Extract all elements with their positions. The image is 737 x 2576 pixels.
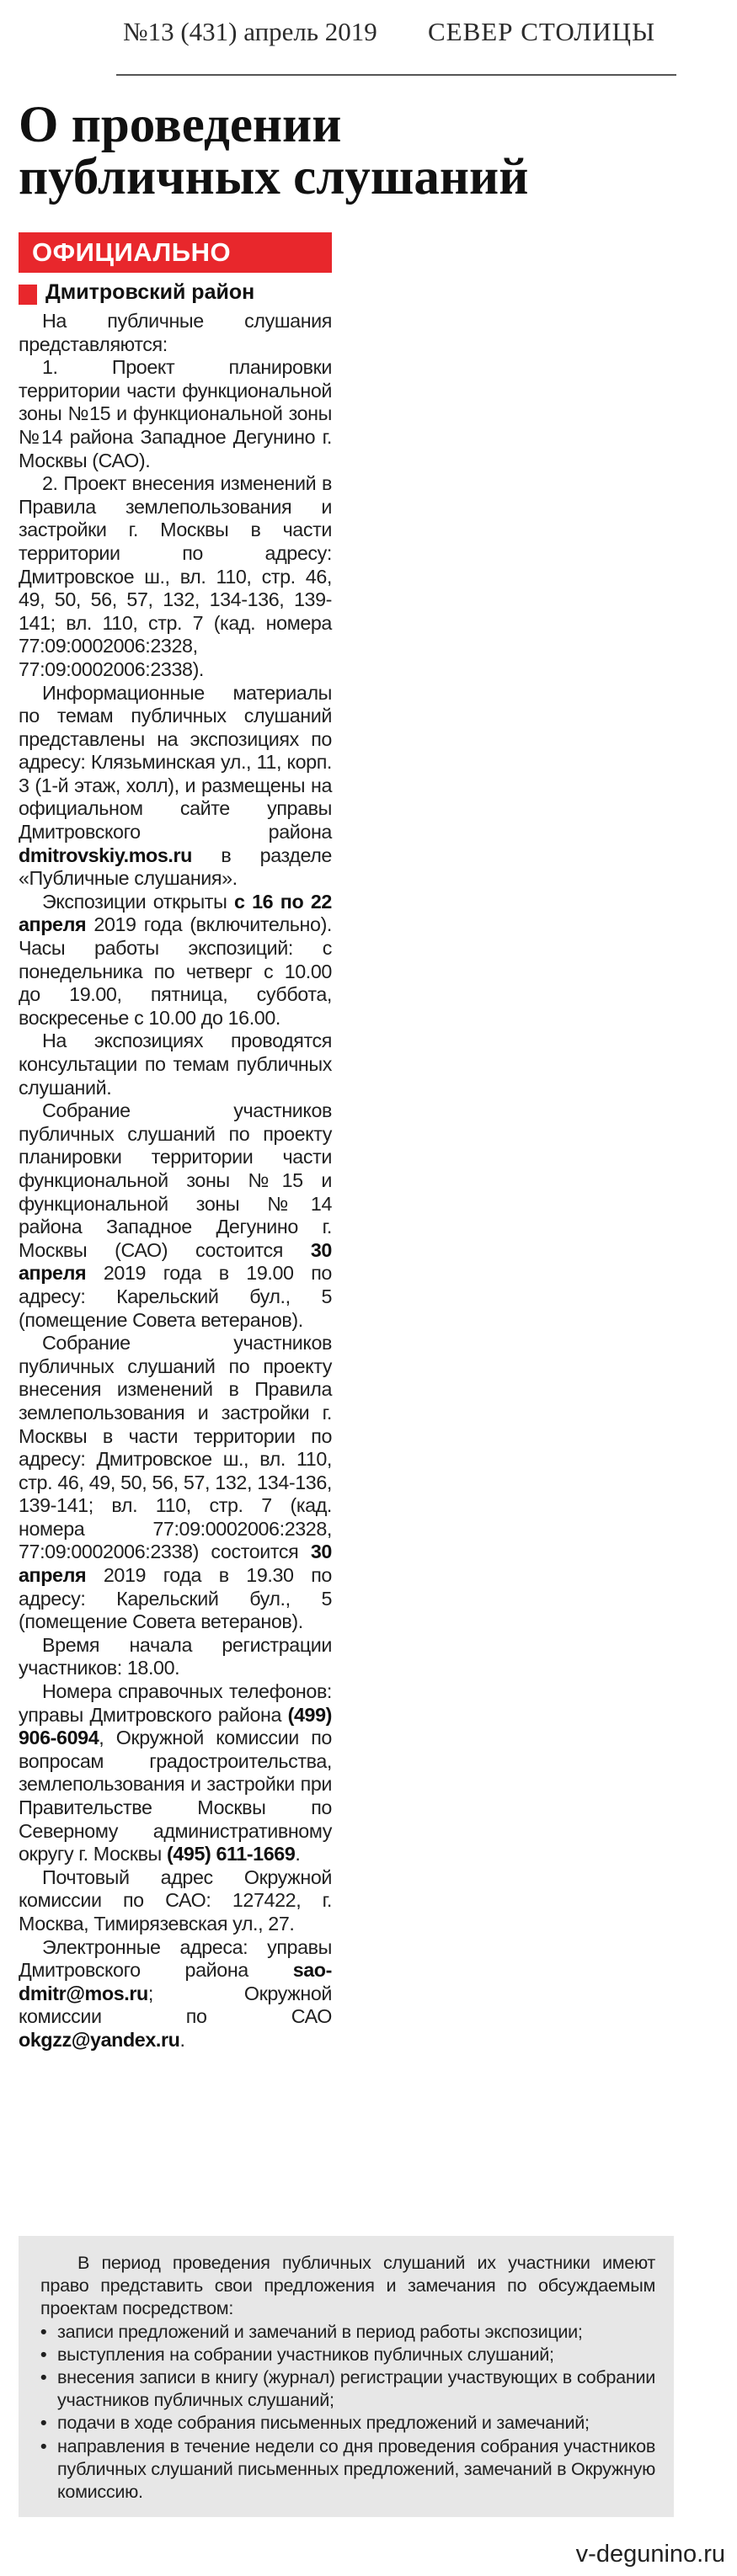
paragraph [19,891,332,1030]
newspaper-name: СЕВЕР СТОЛИЦЫ [428,17,656,46]
phone-number: (499) 906-6094 [19,1703,332,1749]
paragraph [19,682,332,891]
paragraph-text: . [179,2028,185,2051]
article-headline [19,99,676,204]
paragraph [19,1030,332,1099]
list-item-text: подачи в ходе собрания письменных предложений и замечаний; [57,2412,590,2434]
bullet-icon: • [40,2366,47,2388]
rubric-badge [19,232,332,273]
paragraph-text: На экспозициях проводятся консультации по темам публичных слушаний. [19,1030,332,1099]
paragraph-text: 2019 года в 19.00 по адресу: Карельский бул., 5 (помещение Совета ветеранов). [19,1262,332,1331]
exposition-dates: с 16 по 22 апреля [19,890,332,936]
list-item [40,2366,655,2411]
paragraph-text: ; Окружной комиссии по САО [19,1982,332,2028]
paragraph [19,356,332,472]
bullet-icon: • [40,2435,47,2456]
list-item [40,2320,655,2343]
paragraph [19,1634,332,1680]
meeting-date: 30 апреля [19,1238,332,1285]
paragraph-text: 2019 года в 19.30 по адресу: Карельский бул., 5 (помещение Совета ветеранов). [19,1564,332,1633]
email-link[interactable]: okgzz@yandex.ru [19,2028,180,2051]
list-item [40,2435,655,2504]
paragraph-text: . [295,1843,301,1865]
headline-line-1: О проведении [19,97,342,153]
website-link[interactable]: dmitrovskiy.mos.ru [19,844,192,866]
paragraph-text: Собрание участников публичных слушаний по проекту внесения изменений в Правила землепользования и застройки г. Москвы в части территории по адресу: Дмитровское ш., вл. 110, стр. 46, 49, 50, 56, 57, 132, 134-136, 139-141; вл. 110, стр. 7 (кад. номера 77:09:0002006:2328, 77:09:0002006:2338) состоится [19,1332,332,1563]
paragraph [19,1332,332,1634]
site-watermark: v-degunino.ru [575,2541,725,2568]
paragraph-text: Номера справочных телефонов: управы Дмитровского района [19,1680,332,1726]
meeting-date: 30 апреля [19,1541,332,1587]
email-link[interactable]: sao-dmitr@mos.ru [19,1959,332,2004]
article-body [19,310,332,2052]
bullet-icon: • [40,2412,47,2434]
paragraph-text: в разделе «Публичные слушания». [19,844,332,890]
paragraph-text: Экспозиции открыты [42,890,234,913]
masthead [0,0,737,79]
paragraph [19,1099,332,1332]
rubric-label: ОФИЦИАЛЬНО [32,237,232,267]
info-box-intro: В период проведения публичных слушаний их участники имеют право представить свои предложения и замечания по обсуждаемым проектам посредством: [40,2252,655,2319]
paragraph [19,1866,332,1936]
headline-line-2: публичных слушаний [19,149,529,205]
masthead-rule [116,74,676,76]
phone-number: (495) 611-1669 [166,1843,296,1865]
info-box-content [40,2251,655,2503]
paragraph-text: 2019 года (включительно). Часы работы экспозиций: с понедельника по четверг с 10.00 до 19.00, пятница, суббота, воскресенье с 10.00 до 16.00. [19,913,332,1029]
paragraph-text: 1. Проект планировки территории части функциональной зоны №15 и функциональной зоны №14 района Западное Дегунино г. Москвы (САО). [19,356,332,471]
info-box-list [40,2320,655,2504]
paragraph-text: Информационные материалы по темам публичных слушаний представлены на экспозициях по адресу: Клязьминская ул., 11, корп. 3 (1-й этаж, холл), и размещены на официальном сайте управы Дмитровского района [19,681,332,844]
district-name: Дмитровский район [45,280,255,304]
paragraph [19,1680,332,1866]
red-square-icon [19,285,37,305]
paragraph-text: Время начала регистрации участников: 18.00. [19,1633,332,1679]
paragraph-text: , Окружной комиссии по вопросам градостроительства, землепользования и застройки при Правительстве Москвы по Северному административному округу г. Москвы [19,1727,332,1865]
issue-number: №13 (431) апрель 2019 [123,17,377,46]
bullet-icon: • [40,2320,47,2342]
list-item [40,2343,655,2366]
list-item [40,2411,655,2434]
paragraph-text: Почтовый адрес Окружной комиссии по САО: 127422, г. Москва, Тимирязевская ул., 27. [19,1865,332,1935]
paragraph [19,310,332,356]
paragraph-text: Электронные адреса: управы Дмитровского района [19,1935,332,1982]
list-item-text: направления в течение недели со дня проведения собрания участников публичных слушаний письменных предложений, замечаний в Окружную комиссию. [57,2435,655,2503]
paragraph-text: На публичные слушания представляются: [19,310,332,355]
list-item-text: записи предложений и замечаний в период работы экспозиции; [57,2320,583,2342]
paragraph-text: 2. Проект внесения изменений в Правила землепользования и застройки г. Москвы в части территории по адресу: Дмитровское ш., вл. 110, стр. 46, 49, 50, 56, 57, 132, 134-136, 139-141; вл. 110, стр. 7 (кад. номера 77:09:0002006:2328, 77:09:0002006:2338). [19,472,332,680]
paragraph [19,472,332,681]
paragraph [19,1936,332,2052]
bullet-icon: • [40,2343,47,2365]
list-item-text: выступления на собрании участников публичных слушаний; [57,2343,554,2365]
paragraph-text: Собрание участников публичных слушаний по проекту планировки территории части функциональной зоны №15 и функциональной зоны №14 района Западное Дегунино г. Москвы (САО) состоится [19,1099,332,1261]
info-box [19,2236,674,2517]
district-heading [19,279,339,310]
list-item-text: внесения записи в книгу (журнал) регистрации участвующих в собрании участников публичных слушаний; [57,2366,655,2411]
